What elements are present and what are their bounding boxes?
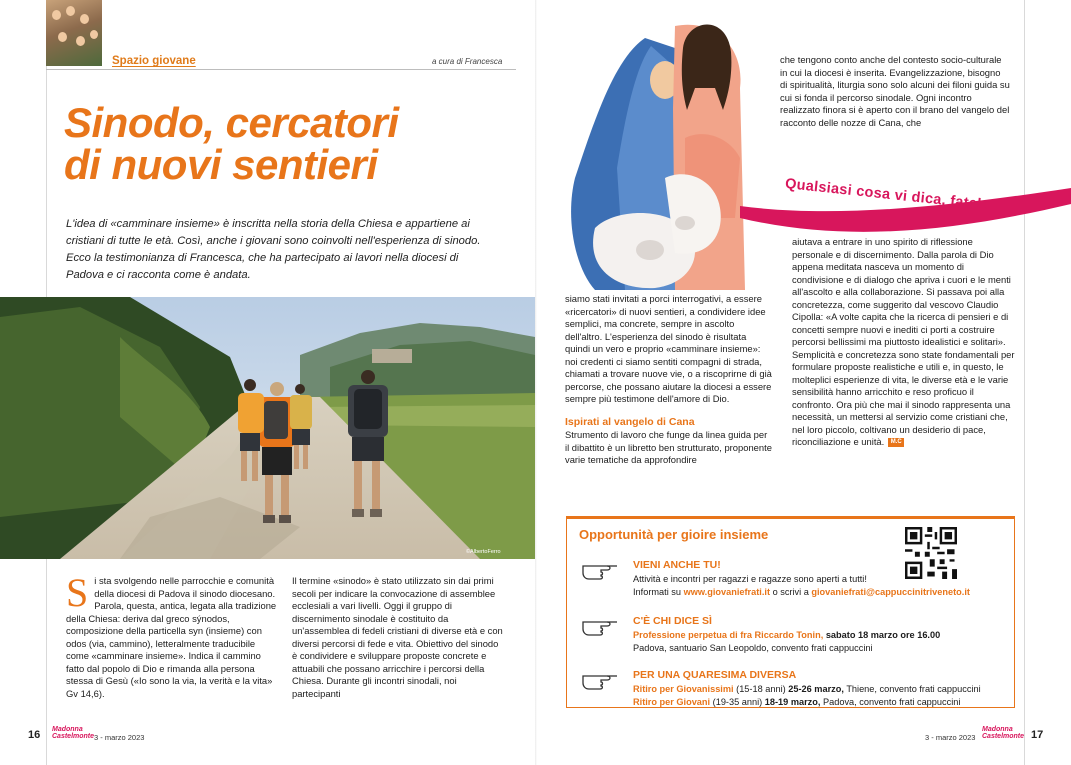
right-column-middle-text: siamo stati invitati a porci interrogativi, a essere «ricercatori» di nuovi sentieri, a condividere idee semplici, ma concrete, sempre in ascolto dell'altro. L'esperienza del sinodo è risultata quindi un vero e proprio «camminare insieme»: noi credenti ci siamo sentiti compagni di strada, chiamati a trovare nuove vie, o a riscoprirne di già percorse, che possano aiutare la diocesi a essere sempre più testimone dell'amore di Dio. xyxy=(565,293,772,404)
left-column-1-text: i sta svolgendo nelle parrocchie e comunità della diocesi di Padova il sinodo diocesano. Parola, questa, antica, legata alla tradizione della Chiesa: deriva dal greco sýnodos, composizione della particella syn (insieme) con odos (via, cammino), letteralmente traducibile come «camminare insieme». Indica il cammino fatto dal popolo di Dio e rimanda alla persona stessa di Gesù («Io sono la via, la verità e la vita» Gv 14,6). xyxy=(66,575,277,699)
end-mark: M.C xyxy=(888,438,904,447)
event-2-heading: C'È CHI DICE SÌ xyxy=(633,615,712,627)
event-3b-date: 18-19 marzo, xyxy=(764,697,821,707)
event-3a-ages: (15-18 anni) xyxy=(736,684,786,694)
events-box-title: Opportunità per gioire insieme xyxy=(579,527,769,542)
pointing-hand-icon xyxy=(581,559,619,581)
logo-line-1: Madonna xyxy=(52,726,83,733)
event-1-heading: VIENI ANCHE TU! xyxy=(633,559,721,571)
event-3a-date: 25-26 marzo, xyxy=(788,684,844,694)
pointing-hand-icon xyxy=(581,615,619,637)
page-number-right: 17 xyxy=(1031,729,1044,741)
left-column-2 xyxy=(292,575,505,700)
title-line-1: Sinodo, cercatori xyxy=(64,99,399,146)
event-3a-place: Thiene, convento frati cappuccini xyxy=(846,684,981,694)
subhead-cana: Ispirati al vangelo di Cana xyxy=(565,415,695,428)
events-box xyxy=(566,516,1015,708)
event-1-line-1: Attività e incontri per ragazzi e ragazze sono aperti a tutti! xyxy=(633,574,867,584)
right-column-middle-text-2: Strumento di lavoro che funge da linea guida per il dibattito è un libretto ben strutturato, proponente varie tematiche da approfondire xyxy=(565,429,772,465)
issue-date-left: 3 - marzo 2023 xyxy=(94,733,145,742)
event-2-date: sabato 18 marzo ore 16.00 xyxy=(825,630,941,640)
event-1-line-2 xyxy=(633,587,970,597)
left-column-2-text: Il termine «sinodo» è stato utilizzato sin dai primi secoli per indicare la convocazione di assemblee ecclesiali a vari livelli. Oggi il gruppo di discernimento sinodale è costituito da un'assemblea di fedeli cristiani di diverse età e con diversi percorsi di fede e vita. Obiettivo del sinodo è condividere e sviluppare proposte concrete e attuabili che possano arricchire i percorsi della Chiesa. Durante gli incontri sinodali, noi partecipanti xyxy=(292,575,503,699)
event-1-line-2-middle: o scrivi a xyxy=(772,587,809,597)
title-line-2: di nuovi sentieri xyxy=(64,141,378,188)
page-gutter xyxy=(535,0,537,765)
qr-code[interactable] xyxy=(905,527,957,579)
byline-prefix: a cura di xyxy=(432,57,463,66)
event-3-line-1 xyxy=(633,684,981,694)
magazine-logo-left xyxy=(52,726,94,740)
byline xyxy=(432,57,502,66)
right-column-right-text: aiutava a entrare in uno spirito di riflessione personale e di discernimento. Dalla parola di Dio appena meditata nasceva un momento di condivisione e di dialogo che apriva i cuori e le menti all'ascolto e alla collaborazione. Si passava poi alla concretezza, come suggerito dal vescovo Claudio Cipolla: «A volte capita che la ricerca di pensieri e di concetti sempre nuovi e inediti ci porti a costruire percorsi bellissimi ma piuttosto idealistici e solitari». Semplicità e concretezza sono state fondamentali per formulare proposte realistiche e utili e, in questo, le molteplici esperienze di vita, le diverse età e le varie sensibilità hanno arricchito e reso proficuo il confronto. Ora più che mai il sinodo rappresenta una necessità, un mettersi al servizio come cristiani che, nel loro piccolo, coltivano un desiderio di pace, riconciliazione e unità. xyxy=(792,236,1015,447)
article-lead: L'idea di «camminare insieme» è inscritta nella storia della Chiesa e appartiene ai cristiani di tutte le età. Così, anche i giovani sono coinvolti nell'esperienza di sinodo. Ecco la testimonianza di Francesca, che ha partecipato ai lavori nella diocesi di Padova e ci racconta come è andata. xyxy=(66,218,481,281)
email-link[interactable]: giovaniefrati@cappuccinitriveneto.it xyxy=(811,587,970,597)
left-column-1 xyxy=(66,570,279,700)
event-3a-name: Ritiro per Giovanissimi xyxy=(633,684,734,694)
right-column-top xyxy=(780,54,1010,129)
event-2-line-2: Padova, santuario San Leopoldo, convento frati cappuccini xyxy=(633,643,873,653)
right-column-right xyxy=(792,236,1016,449)
event-3b-place: Padova, convento frati cappuccini xyxy=(823,697,961,707)
event-2-name: Professione perpetua di fra Riccardo Tonin, xyxy=(633,630,824,640)
right-page-edge xyxy=(1024,0,1025,765)
article-title xyxy=(64,99,504,188)
jesus-and-mary-illustration xyxy=(555,18,785,290)
logo-line-2: Castelmonte xyxy=(52,733,95,740)
event-3b-ages: (19-35 anni) xyxy=(712,697,763,707)
header-rule xyxy=(46,69,516,70)
magazine-logo-right xyxy=(982,726,1024,740)
drop-cap: S xyxy=(66,570,89,615)
section-label: Spazio giovane xyxy=(112,55,196,67)
photo-credit: ©AlbertoFerro xyxy=(466,549,501,555)
section-thumbnail-photo xyxy=(46,0,102,66)
website-link[interactable]: www.giovaniefrati.it xyxy=(683,587,771,597)
event-1-line-2-prefix: Informati su xyxy=(633,587,681,597)
event-3b-name: Ritiro per Giovani xyxy=(633,697,711,707)
banner-quote: Qualsiasi cosa vi dica, fatela xyxy=(784,176,991,214)
right-column-middle xyxy=(565,293,773,467)
page-number-left: 16 xyxy=(28,729,41,741)
event-3-line-2 xyxy=(633,697,960,707)
byline-name: Francesca xyxy=(464,57,503,66)
right-column-top-text: che tengono conto anche del contesto socio-culturale in cui la diocesi è inserita. Evangelizzazione, bisogno di spiritualità, liturgia sono solo alcuni dei filoni guida su cui si fonda il percorso sinodale. Ogni incontro realizzato finora si è aperto con il brano del vangelo del racconto delle nozze di Cana, che xyxy=(780,54,1010,128)
event-2-line-1 xyxy=(633,630,940,640)
pointing-hand-icon xyxy=(581,669,619,691)
event-3-heading: PER UNA QUARESIMA DIVERSA xyxy=(633,669,797,681)
issue-date-right: 3 - marzo 2023 xyxy=(925,733,976,742)
logo-line-1: Madonna xyxy=(982,726,1013,733)
logo-line-2: Castelmonte xyxy=(982,733,1025,740)
hikers-on-path-photo xyxy=(0,297,535,559)
